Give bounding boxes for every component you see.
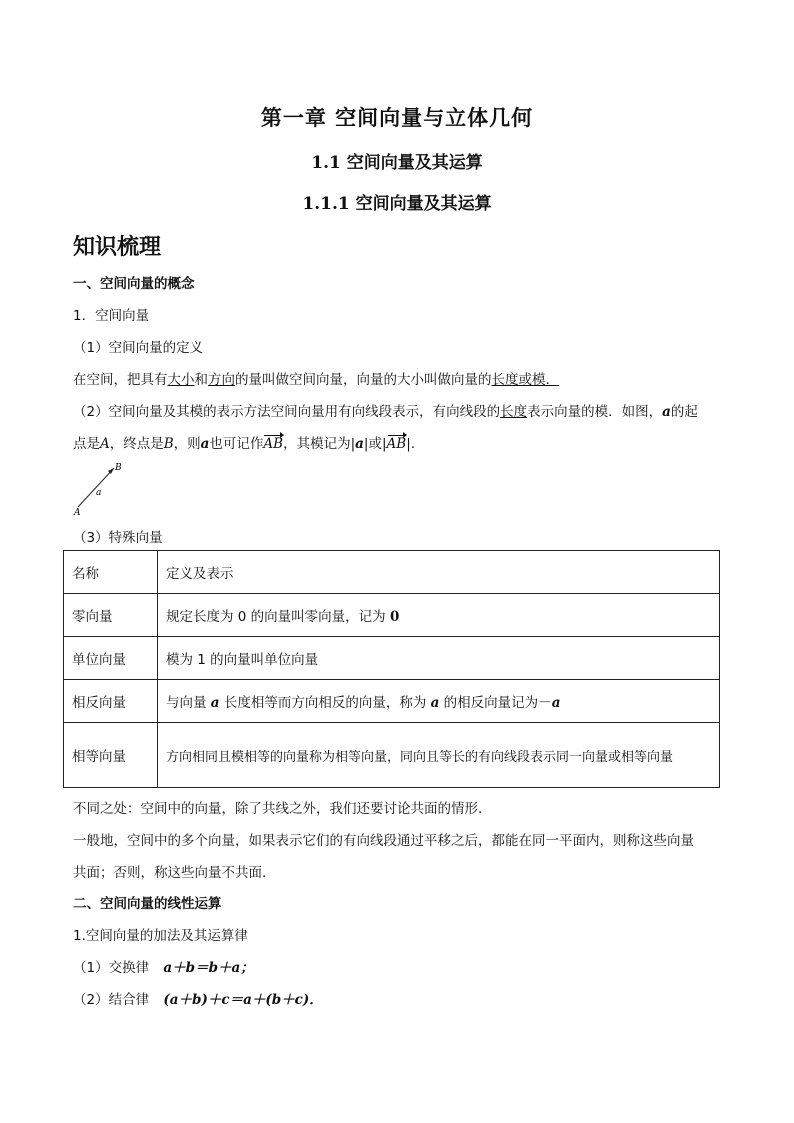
special-vector-label: （3）特殊向量	[73, 530, 163, 546]
table-row	[64, 723, 720, 788]
vector-symbol: a	[662, 404, 671, 420]
table-header-cell: 定义及表示	[158, 551, 720, 594]
repr-text: 也可记作	[209, 436, 264, 452]
zero-vector-symbol: 0	[389, 609, 400, 625]
repr-text: |.	[406, 436, 416, 452]
underlined-term: 大小	[167, 372, 195, 388]
subtitle-2: 1.1.1 空间向量及其运算	[302, 194, 492, 214]
vector-ab: AB	[386, 436, 407, 452]
cell-text: 规定长度为 0 的向量叫零向量，记为	[166, 609, 390, 625]
underlined-term: 长度	[500, 404, 528, 420]
note-difference: 不同之处：空间中的向量，除了共线之外，我们还要讨论共面的情形.	[73, 801, 483, 817]
law-associative	[73, 988, 323, 1008]
table-row	[64, 637, 720, 680]
repr-text: ，则	[173, 436, 201, 452]
label-b: B	[115, 463, 122, 473]
vector-ab: AB	[263, 436, 284, 452]
law-label: （2）结合律	[73, 992, 150, 1008]
law-formula: a＋b＝b＋a；	[163, 960, 254, 976]
def-text-part: 在空间，把具有	[73, 372, 168, 388]
subtitle-1: 1.1 空间向量及其运算	[311, 153, 483, 173]
table-cell-def	[158, 680, 720, 723]
point-label: B	[163, 436, 174, 452]
table-cell-name: 单位向量	[64, 637, 158, 680]
law-formula: (a＋b)＋c＝a＋(b＋c)．	[163, 992, 323, 1008]
point-label: A	[100, 436, 110, 452]
part1-heading: 一、空间向量的概念	[73, 276, 195, 292]
cell-text: 与向量	[166, 695, 211, 711]
table-row	[64, 594, 720, 637]
representation-text-line1	[73, 400, 698, 420]
cell-text: 的相反向量记为－	[439, 695, 552, 711]
repr-text: ，其模记为|	[283, 436, 356, 452]
table-row	[64, 680, 720, 723]
table-cell-name: 零向量	[64, 594, 158, 637]
table-cell-def: 模为 1 的向量叫单位向量	[158, 637, 720, 680]
item-addition: 1.空间向量的加法及其运算律	[73, 928, 248, 944]
law-label: （1）交换律	[73, 960, 150, 976]
table-header-row	[64, 551, 720, 594]
repr-text: （2）空间向量及其模的表示方法空间向量用有向线段表示，有向线段的	[73, 404, 501, 420]
cell-text: 长度相等而方向相反的向量，称为	[219, 695, 431, 711]
underlined-term: 方向	[208, 372, 235, 388]
special-vector-table	[63, 550, 720, 788]
repr-text: |或|	[363, 436, 387, 452]
note-coplanar-line1: 一般地，空间中的多个向量，如果表示它们的有向线段通过平移之后，都能在同一平面内，则称这些向量	[73, 833, 694, 849]
repr-text: 的起	[670, 404, 698, 420]
definition-text	[73, 368, 559, 388]
repr-text: 点是	[73, 436, 100, 452]
underlined-term: 长度或模	[491, 372, 546, 388]
page-title: 第一章 空间向量与立体几何	[260, 106, 534, 130]
vector-symbol: a	[551, 695, 561, 711]
vector-symbol: a	[355, 436, 364, 452]
vector-figure	[70, 460, 130, 516]
definition-label: （1）空间向量的定义	[73, 340, 204, 356]
table-cell-name: 相反向量	[64, 680, 158, 723]
section-heading: 知识梳理	[73, 235, 162, 260]
def-text-part: 的量叫做空间向量，向量的大小叫做向量的	[235, 372, 492, 388]
table-header-cell: 名称	[64, 551, 158, 594]
table-cell-def: 方向相同且模相等的向量称为相等向量，同向且等长的有向线段表示同一向量或相等向量	[158, 723, 720, 788]
note-coplanar-line2: 共面；否则，称这些向量不共面.	[73, 865, 267, 881]
vector-symbol: a	[200, 436, 210, 452]
label-a-point: A	[74, 508, 81, 516]
part2-heading: 二、空间向量的线性运算	[73, 896, 222, 912]
vector-symbol: a	[430, 695, 440, 711]
def-text-part: ．	[545, 372, 559, 388]
representation-text-line2	[73, 432, 415, 452]
table-cell-def	[158, 594, 720, 637]
vector-symbol: a	[210, 695, 220, 711]
label-a: a	[96, 488, 102, 498]
def-text-part: 和	[194, 372, 208, 388]
item-space-vector: 1．空间向量	[73, 308, 150, 324]
repr-text: ，终点是	[109, 436, 164, 452]
table-cell-name: 相等向量	[64, 723, 158, 788]
repr-text: 表示向量的模．如图，	[527, 404, 663, 420]
law-commutative	[73, 956, 254, 976]
